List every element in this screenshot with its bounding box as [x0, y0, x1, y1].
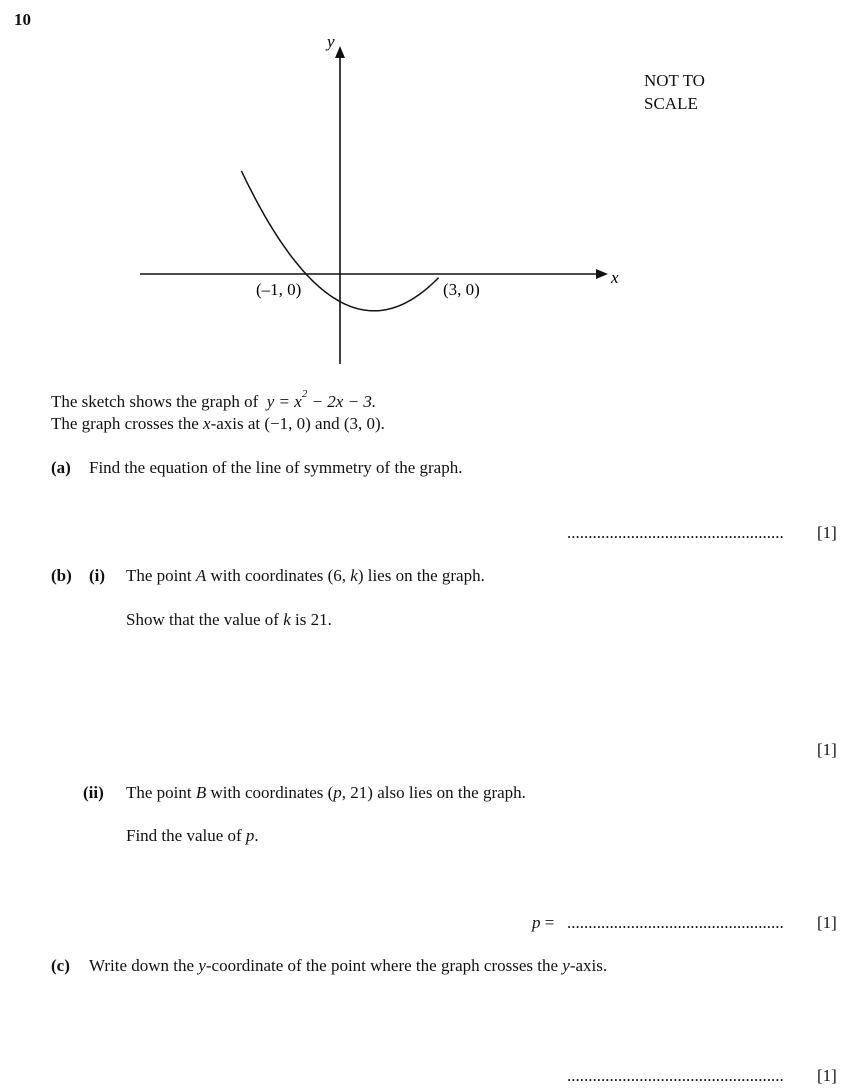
part-b-ii-marks: [1]	[817, 913, 837, 932]
part-a-text: Find the equation of the line of symmetry of the graph.	[89, 458, 463, 477]
part-b-i-label: (i)	[89, 566, 106, 585]
intro-line-2: The graph crosses the x-axis at (−1, 0) and (3, 0).	[51, 414, 385, 433]
part-a-marks: [1]	[817, 523, 837, 542]
parabola-graph	[0, 0, 853, 380]
equation: $y = x^2 - 2x - 3$.	[266, 388, 377, 411]
y-axis-label: y	[327, 32, 335, 51]
scale-note-line2: SCALE	[644, 94, 698, 113]
scale-note	[644, 69, 705, 115]
part-a-answer-line[interactable]: ...................................................	[567, 523, 784, 542]
part-b-ii-label: (ii)	[83, 783, 104, 802]
part-c-text: Write down the y-coordinate of the point where the graph crosses the y-axis.	[89, 956, 608, 975]
part-c-marks: [1]	[817, 1066, 837, 1085]
scale-note-line1: NOT TO	[644, 71, 705, 90]
part-b-i-marks: [1]	[817, 740, 837, 759]
part-b-i-text: The point A with coordinates (6, k) lies on the graph.	[126, 566, 485, 585]
part-c-label: (c)	[51, 956, 70, 975]
part-a-label: (a)	[51, 458, 71, 477]
x-axis-label: x	[611, 268, 619, 287]
part-b-ii-text: The point B with coordinates (p, 21) also lies on the graph.	[126, 783, 526, 802]
part-b-ii-find: Find the value of p.	[126, 826, 259, 845]
point-label-right: (3, 0)	[443, 280, 480, 299]
question-number: 10	[14, 10, 31, 29]
part-b-i-show: Show that the value of k is 21.	[126, 610, 332, 629]
part-c-answer-line[interactable]: ...................................................	[567, 1066, 784, 1085]
part-b-ii-answer-prefix: p =	[532, 913, 555, 932]
intro-line-1: The sketch shows the graph of $y = x^2 - 2x - 3$.	[51, 388, 377, 411]
point-label-left: (–1, 0)	[256, 280, 302, 299]
part-b-ii-answer-line[interactable]: ...................................................	[567, 913, 784, 932]
part-b-label: (b)	[51, 566, 72, 585]
